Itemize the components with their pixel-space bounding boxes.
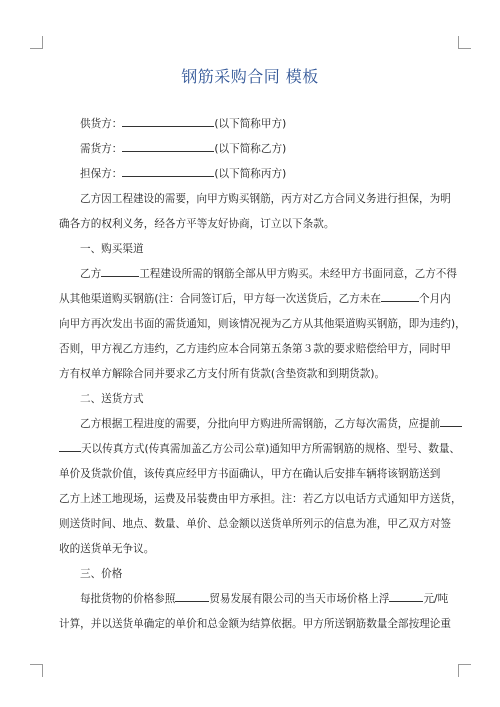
section-heading-1: 一、购买渠道 xyxy=(80,243,144,255)
section2-line-2 xyxy=(59,437,461,462)
section2-line-5: 则送货时间、地点、数量、单价、总金额以送货单所列示的信息为准，甲乙双方对签 xyxy=(59,518,451,530)
crop-mark-top-left xyxy=(30,36,43,49)
section2-line-3: 单价及货款价值，该传真应经甲方书面确认，甲方在确认后安排车辆将该钢筋送到 xyxy=(59,468,441,480)
text: 贸易发展有限公司的当天市场价格上浮 xyxy=(209,593,390,605)
party-name-blank[interactable] xyxy=(122,115,214,127)
months-blank[interactable] xyxy=(381,290,419,302)
party-guarantor xyxy=(59,162,447,187)
party-label: 担保方： xyxy=(80,168,123,180)
party-buyer xyxy=(59,137,447,162)
crop-mark-bottom-left xyxy=(30,664,43,677)
party-name-blank[interactable] xyxy=(122,165,214,177)
party-supplier xyxy=(59,112,447,137)
party-note: (以下简称丙方) xyxy=(214,168,287,180)
section1-line-1 xyxy=(59,262,457,287)
text: 乙方 xyxy=(80,268,102,280)
text: 天以传真方式(传真需加盖乙方公司公章)通知甲方所需钢筋的规格、型号、数量、 xyxy=(81,443,461,455)
section1-line-3: 向甲方再次发出书面的需货通知，则该情况视为乙方从其他渠道购买钢筋，即为违约)， xyxy=(59,318,466,330)
text: 每批货物的价格参照 xyxy=(80,593,176,605)
section-heading-2: 二、送货方式 xyxy=(80,393,144,405)
party-note: (以下简称甲方) xyxy=(214,118,287,130)
crop-mark-top-right xyxy=(458,36,471,49)
text: 个月内 xyxy=(418,293,451,305)
section1-line-4: 否则，甲方视乙方违约，乙方违约应本合同第五条第３款的要求赔偿给甲方，同时甲 xyxy=(59,343,451,355)
section2-line-4: 乙方上述工地现场，运费及吊装费由甲方承担。注：若乙方以电话方式通知甲方送货， xyxy=(59,493,462,505)
section2-line-6: 收的送货单无争议。 xyxy=(59,543,155,555)
section3-line-2: 计算，并以送货单确定的单价和总金额为结算依据。甲方所送钢筋数量全部按理论重 xyxy=(59,618,451,630)
days-blank-cont[interactable] xyxy=(59,440,81,452)
project-name-blank[interactable] xyxy=(101,265,139,277)
section-heading-3: 三、价格 xyxy=(80,568,123,580)
party-label: 需货方： xyxy=(80,143,123,155)
party-note: (以下简称乙方) xyxy=(214,143,287,155)
document-body xyxy=(59,112,466,637)
party-name-blank[interactable] xyxy=(122,140,214,152)
party-label: 供货方： xyxy=(80,118,123,130)
section3-line-1 xyxy=(59,587,447,612)
text: 乙方根据工程进度的需要，分批向甲方购进所需钢筋，乙方每次需货，应提前 xyxy=(80,418,441,430)
section2-line-1 xyxy=(59,412,447,437)
section1-line-2 xyxy=(59,287,451,312)
days-blank[interactable] xyxy=(440,415,462,427)
text: 元/吨 xyxy=(423,593,449,605)
price-markup-blank[interactable] xyxy=(389,590,423,602)
crop-mark-bottom-right xyxy=(458,664,471,677)
document-title: 钢筋采购合同 模板 xyxy=(181,67,319,86)
intro-line-1: 乙方因工程建设的需要，向甲方购买钢筋，丙方对乙方合同义务进行担保，为明 xyxy=(80,193,451,205)
text: 工程建设所需的钢筋全部从甲方购买。未经甲方书面同意，乙方不得 xyxy=(139,268,457,280)
section1-line-5: 方有权单方解除合同并要求乙方支付所有货款(含垫资款和到期货款)。 xyxy=(59,368,386,380)
intro-line-2: 确各方的权利义务，经各方平等友好协商，订立以下条款。 xyxy=(59,218,335,230)
company-name-blank[interactable] xyxy=(175,590,209,602)
text: 从其他渠道购买钢筋(注：合同签订后，甲方每一次送货后，乙方未在 xyxy=(59,293,381,305)
